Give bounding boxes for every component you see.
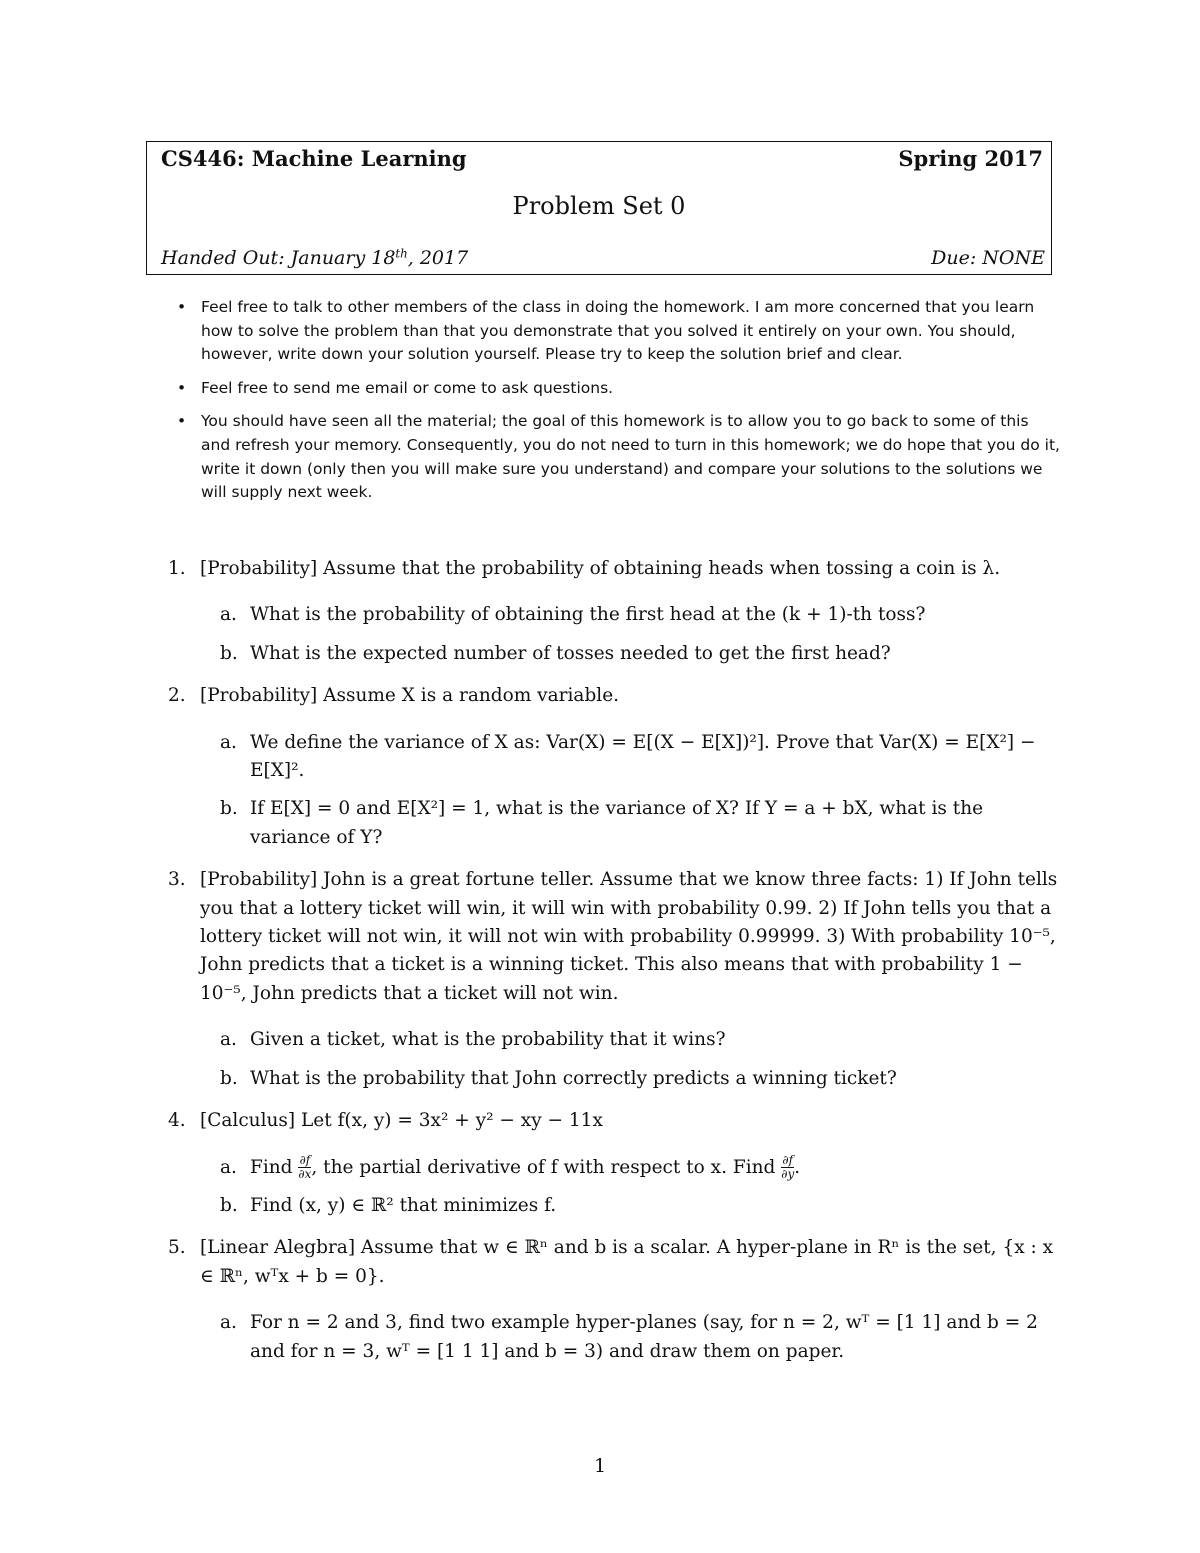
problem-number: 4. [168, 1110, 186, 1132]
subproblem: a. For n = 2 and 3, find two example hyper-planes (say, for n = 2, wᵀ = [1 1] and b = 2 and for n = 3, wᵀ = [1 1 1] and b = 3) and draw them on paper. [220, 1312, 1038, 1362]
handed-out-date: Handed Out: January 18th, 2017 [161, 246, 469, 269]
problem-number: 3. [168, 869, 186, 891]
problem-text: [Probability] Assume that the probability of obtaining heads when tossing a coin is λ. [200, 558, 1001, 579]
due-date: Due: NONE [931, 247, 1045, 269]
subproblem: b. Find (x, y) ∈ ℝ² that minimizes f. [220, 1194, 557, 1216]
bullet-icon: • [177, 412, 187, 431]
subproblem: b. What is the expected number of tosses needed to get the first head? [220, 642, 891, 664]
instruction-item: • Feel free to send me email or come to ask questions. [177, 377, 1062, 401]
subproblem: a. What is the probability of obtaining the first head at the (k + 1)-th toss? [220, 604, 926, 626]
problem-text: [Calculus] Let f(x, y) = 3x² + y² − xy − 11x [200, 1110, 603, 1132]
problem-3 [160, 866, 1062, 1093]
fraction: $\frac{\partial f}{\partial y}$ [781, 1153, 795, 1181]
page-number: 1 [593, 1455, 607, 1477]
document-title: Problem Set 0 [512, 192, 686, 220]
bullet-icon: • [177, 298, 187, 316]
problem-5 [160, 1234, 1062, 1366]
header-box [146, 141, 1052, 275]
term: Spring 2017 [898, 146, 1043, 171]
course-title: CS446: Machine Learning [161, 146, 467, 171]
instruction-item: • You should have seen all the material; the goal of this homework is to allow you to go back to some of this and refresh your memory. Consequently, you do not need to turn in this homework; we do hope that you do it, write it down (only then you will make sure you understand) and compare your solutions to the solutions we will supply next week. [177, 412, 1060, 502]
problem-number: 1. [168, 558, 186, 579]
bullet-icon: • [177, 378, 187, 397]
problem-number: 5. [168, 1237, 186, 1259]
problem-4 [160, 1107, 1062, 1220]
problem-text: [Probability] Assume X is a random variable. [200, 685, 620, 707]
problem-list [160, 555, 1062, 1380]
instructions-list [177, 296, 1062, 515]
problem-text: [Probability] John is a great fortune teller. Assume that we know three facts: 1) If John tells you that a lottery ticket will win, it will win with probability 0.99. 2) If John tells you that a lottery ticket will not win, it will not win with probability 0.99999. 3) With probability 10⁻⁵, John predicts that a ticket is a winning ticket. This also means that with probability 1 − 10⁻⁵, John predicts that a ticket will not win. [200, 869, 1058, 1004]
subproblem: a. Given a ticket, what is the probability that it wins? [220, 1029, 726, 1051]
problem-number: 2. [168, 685, 186, 707]
problem-1 [160, 555, 1062, 668]
subproblem: b. If E[X] = 0 and E[X²] = 1, what is the variance of X? If Y = a + bX, what is the variance of Y? [220, 798, 984, 848]
problem-text: [Linear Alegbra] Assume that w ∈ ℝⁿ and b is a scalar. A hyper-plane in Rⁿ is the set, {x : x ∈ ℝⁿ, wᵀx + b = 0}. [200, 1237, 1054, 1287]
problem-2 [160, 682, 1062, 852]
fraction: $\frac{\partial f}{\partial x}$ [298, 1153, 312, 1181]
subproblem: a. We define the variance of X as: Var(X) = E[(X − E[X])²]. Prove that Var(X) = E[X²] − E[X]². [220, 731, 1036, 782]
subproblem: a. Find $\frac{\partial f}{\partial x}$ , the partial derivative of f with respect to x. Find $\frac{\partial f}{\partial y}$ . [220, 1153, 801, 1181]
subproblem: b. What is the probability that John correctly predicts a winning ticket? [220, 1067, 897, 1089]
instruction-item: • Feel free to talk to other members of the class in doing the homework. I am more concerned that you learn how to solve the problem than that you demonstrate that you solved it entirely on your own. You should, however, write down your solution yourself. Please try to keep the solution brief and clear. [177, 298, 1035, 364]
